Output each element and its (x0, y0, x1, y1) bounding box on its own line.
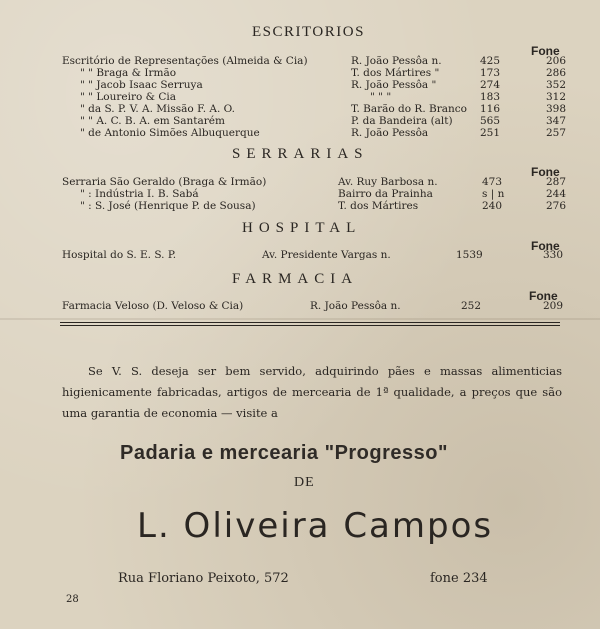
table-cell-address: Bairro da Prainha (338, 188, 433, 200)
table-cell-address: R. João Pessôa " (351, 79, 437, 91)
table-cell-phone: 352 (546, 79, 567, 91)
table-cell-address: T. Barão do R. Branco (351, 103, 467, 115)
table-cell-address: R. João Pessôa n. (310, 300, 401, 312)
table-cell-address: Av. Presidente Vargas n. (262, 249, 391, 261)
table-cell-name: Hospital do S. E. S. P. (62, 249, 177, 261)
table-cell-address: R. João Pessôa n. (351, 55, 442, 67)
business-address: Rua Floriano Peixoto, 572 (118, 571, 289, 586)
table-cell-name: " " Jacob Isaac Serruya (80, 79, 203, 91)
table-cell-phone: 206 (546, 55, 567, 67)
section-divider (60, 322, 560, 323)
page-number: 28 (66, 594, 79, 605)
fone-header-escritorios: Fone (531, 44, 560, 58)
table-cell-name: Farmacia Veloso (D. Veloso & Cia) (62, 300, 244, 312)
fone-header-farmacia: Fone (529, 289, 558, 303)
table-cell-address: T. dos Mártires " (351, 67, 440, 79)
business-phone: fone 234 (430, 571, 488, 586)
table-cell-address: T. dos Mártires (338, 200, 419, 212)
section-title-hospital: HOSPITAL (242, 220, 362, 236)
table-cell-phone: 286 (546, 67, 567, 79)
table-cell-name: " da S. P. V. A. Missão F. A. O. (80, 103, 235, 115)
table-cell-phone: 398 (546, 103, 567, 115)
paper-crease (0, 318, 600, 320)
owner-name: L. Oliveira Campos (137, 506, 494, 546)
table-cell-phone: 287 (546, 176, 567, 188)
section-title-farmacia: FARMACIA (232, 271, 359, 287)
table-cell-number: 274 (480, 79, 501, 91)
table-cell-name: Serraria São Geraldo (Braga & Irmão) (62, 176, 267, 188)
fone-header-serrarias: Fone (531, 165, 560, 179)
table-cell-number: 116 (480, 103, 501, 115)
table-cell-address: P. da Bandeira (alt) (351, 115, 453, 127)
table-cell-phone: 257 (546, 127, 567, 139)
table-cell-number: 183 (480, 91, 501, 103)
table-cell-number: 173 (480, 67, 501, 79)
table-cell-phone: 276 (546, 200, 567, 212)
fone-header-hospital: Fone (531, 239, 560, 253)
table-cell-phone: 347 (546, 115, 567, 127)
table-cell-name: " de Antonio Simões Albuquerque (80, 127, 260, 139)
business-name: Padaria e mercearia "Progresso" (120, 442, 448, 464)
table-cell-address: R. João Pessôa (351, 127, 429, 139)
table-cell-name: Escritório de Representações (Almeida & Cia) (62, 55, 308, 67)
business-de: DE (294, 475, 315, 490)
table-cell-number: 473 (482, 176, 503, 188)
table-cell-phone: 244 (546, 188, 567, 200)
table-cell-number: 240 (482, 200, 503, 212)
table-cell-number: 425 (480, 55, 501, 67)
table-cell-name: " " A. C. B. A. em Santarém (80, 115, 225, 127)
section-title-escritorios: ESCRITORIOS (252, 24, 365, 40)
table-cell-name: " " Loureiro & Cia (80, 91, 176, 103)
table-cell-phone: 330 (543, 249, 564, 261)
ad-text: Se V. S. deseja ser bem servido, adquirindo pães e massas alimenticias higienicamente fabricadas, artigos de mercearia de 1ª qualidade, a preços que são uma garantia de economia — visite a (62, 364, 562, 420)
table-cell-name: " : S. José (Henrique P. de Sousa) (80, 200, 256, 212)
section-divider-thin (60, 325, 560, 326)
table-cell-address: Av. Ruy Barbosa n. (338, 176, 438, 188)
table-cell-phone: 209 (543, 300, 564, 312)
ad-paragraph (62, 361, 562, 424)
table-cell-name: " " Braga & Irmão (80, 67, 177, 79)
table-cell-address: " " " (370, 91, 392, 103)
table-cell-number: 252 (461, 300, 482, 312)
table-cell-phone: 312 (546, 91, 567, 103)
table-cell-number: 1539 (456, 249, 483, 261)
table-cell-number: 565 (480, 115, 501, 127)
section-title-serrarias: SERRARIAS (232, 146, 369, 162)
table-cell-name: " : Indústria I. B. Sabá (80, 188, 199, 200)
table-cell-number: 251 (480, 127, 501, 139)
table-cell-number: s | n (482, 188, 505, 200)
